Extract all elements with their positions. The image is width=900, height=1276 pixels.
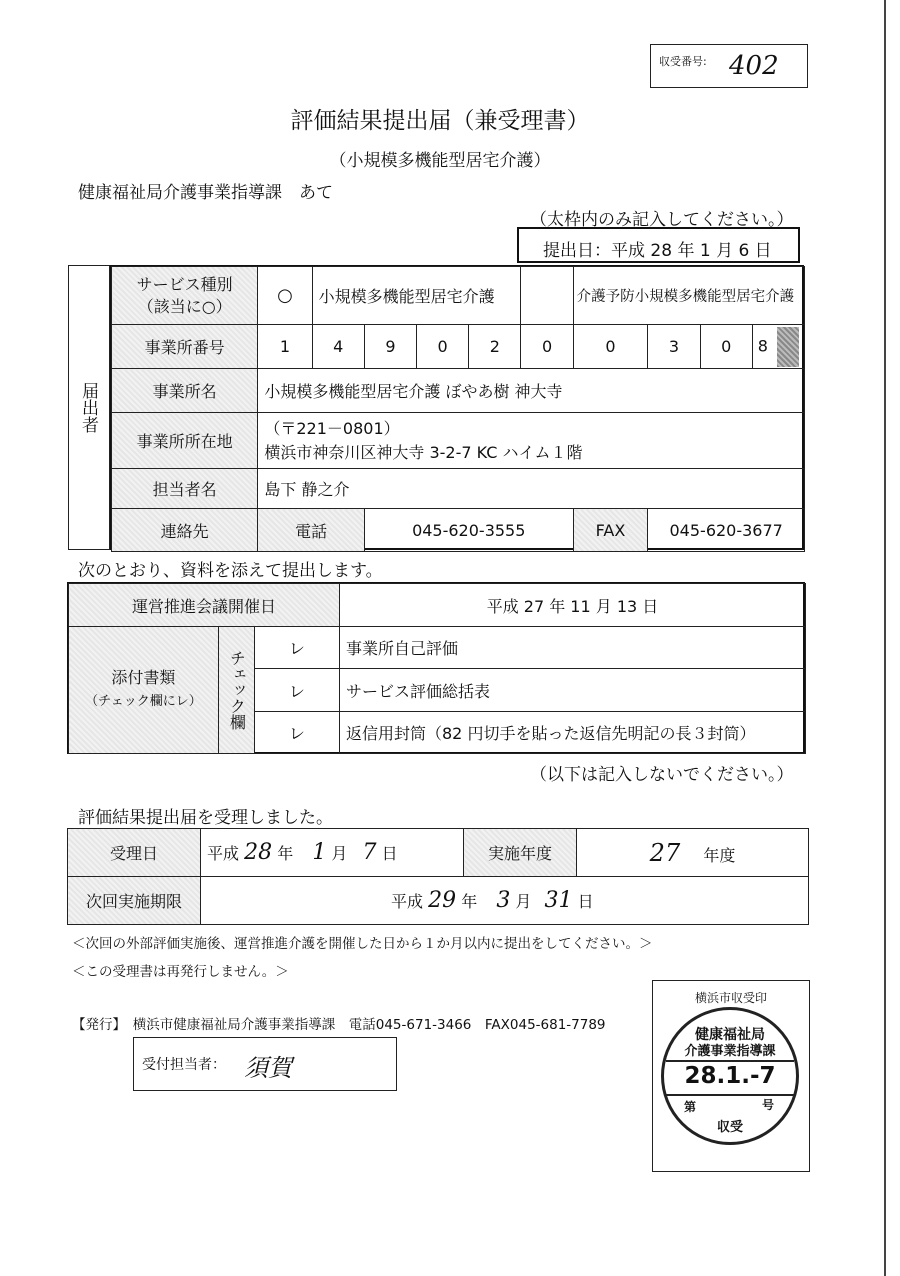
issuer-info: 【発行】 横浜市健康福祉局介護事業指導課 電話045-671-3466 FAX045-681-7789: [72, 1017, 606, 1033]
accepted-text: 評価結果提出届を受理しました。: [78, 808, 333, 828]
person-label: 担当者名: [112, 469, 258, 509]
attachment-check: レ: [254, 712, 339, 754]
service-option-2: 介護予防小規模多機能型居宅介護: [573, 267, 804, 325]
stamp-date: 28.1.-7: [684, 1063, 776, 1089]
attachments-label: 添付書類: [111, 668, 176, 687]
receiver-name: 須賀: [244, 1054, 292, 1082]
acceptance-nen: 年: [277, 844, 294, 863]
receipt-stamp: [661, 1007, 799, 1145]
acceptance-date: [201, 829, 464, 877]
addressee: 健康福祉局介護事業指導課 あて: [78, 183, 333, 203]
page-title: 評価結果提出届（兼受理書）: [290, 108, 590, 134]
tel-value: 045-620-3555: [364, 509, 573, 552]
address-cell: [258, 413, 805, 469]
check-column-label: チェック欄: [227, 650, 247, 730]
receipt-stamp-box: [652, 980, 810, 1172]
documents-intro: 次のとおり、資料を添えて提出します。: [78, 561, 383, 581]
service-type-label: サービス種別 （該当に○）: [112, 267, 258, 325]
office-name-label: 事業所名: [112, 369, 258, 413]
office-no-digit: 0: [521, 325, 573, 369]
office-no-digit-value: 8: [757, 336, 768, 355]
check-digit-shade: [777, 327, 799, 367]
office-no-digit: [752, 325, 804, 369]
stamp-divider-bottom: [666, 1094, 794, 1096]
acceptance-year: 28: [244, 840, 273, 865]
fiscal-year-value: 27: [649, 838, 681, 867]
stamp-line-2: 介護事業指導課: [684, 1044, 776, 1059]
person-name: 島下 静之介: [258, 469, 805, 509]
fiscal-year: [577, 829, 809, 877]
footnote-reissue: ＜この受理書は再発行しません。＞: [72, 964, 289, 980]
attachment-item: サービス評価総括表: [340, 669, 806, 712]
next-deadline: [201, 877, 809, 925]
check-column-label-cell: [218, 627, 254, 754]
contact-label: 連絡先: [112, 509, 258, 552]
acceptance-tsuki: 月: [331, 844, 348, 863]
service-option-1: 小規模多機能型居宅介護: [312, 267, 521, 325]
service-mark-2: [521, 267, 573, 325]
submit-date-box: [517, 227, 800, 263]
fax-label: FAX: [573, 509, 648, 552]
office-no-digit: 2: [469, 325, 521, 369]
attachment-check: レ: [254, 669, 339, 712]
stamp-divider-top: [666, 1060, 794, 1062]
acceptance-day: 7: [362, 840, 377, 865]
receipt-number-box: [650, 44, 808, 88]
next-nen: 年: [461, 892, 478, 911]
acceptance-era: 平成: [207, 844, 240, 863]
receiver-box: [133, 1037, 397, 1091]
postal-code: （〒221－0801）: [264, 418, 400, 438]
attachments-sublabel: （チェック欄にレ）: [85, 694, 202, 709]
acceptance-date-label: 受理日: [68, 829, 201, 877]
applicant-grid: [111, 266, 805, 552]
service-mark-1: ○: [258, 267, 312, 325]
acceptance-hi: 日: [381, 844, 398, 863]
office-no-digit: 0: [573, 325, 648, 369]
office-no-digit: 1: [258, 325, 312, 369]
stamp-dai: 第: [684, 1100, 697, 1114]
next-deadline-label: 次回実施期限: [68, 877, 201, 925]
attachment-check: レ: [254, 627, 339, 669]
fiscal-year-label: 実施年度: [464, 829, 577, 877]
next-tsuki: 月: [515, 892, 532, 911]
office-use-note: （以下は記入しないでください。）: [530, 765, 794, 785]
meeting-date: 平成 27 年 11 月 13 日: [340, 584, 806, 627]
stamp-line-1: 健康福祉局: [695, 1027, 765, 1043]
office-no-digit: 0: [417, 325, 469, 369]
attachments-label-cell: [69, 627, 219, 754]
meeting-label: 運営推進会議開催日: [69, 584, 340, 627]
stamp-shuju: 収受: [716, 1120, 743, 1135]
fiscal-year-unit: 年度: [703, 845, 736, 865]
footnote-deadline: ＜次回の外部評価実施後、運営推進介護を開催した日から１か月以内に提出をしてください。＞: [72, 936, 653, 952]
office-no-digit: 3: [648, 325, 700, 369]
next-year: 29: [428, 888, 457, 913]
office-name: 小規模多機能型居宅介護 ぼやあ樹 神大寺: [258, 369, 805, 413]
tel-label: 電話: [258, 509, 364, 552]
next-day: 31: [544, 888, 573, 913]
fax-value: 045-620-3677: [648, 509, 805, 552]
applicant-side-label-cell: [68, 265, 110, 550]
address: 横浜市神奈川区神大寺 3-2-7 KC ハイム１階: [264, 442, 583, 462]
stamp-go: 号: [762, 1098, 775, 1112]
receipt-number-value: 402: [729, 51, 779, 81]
attachment-item: 返信用封筒（82 円切手を貼った返信先明記の長３封筒）: [340, 712, 806, 754]
applicant-table: [110, 265, 804, 550]
receiver-label: 受付担当者：: [142, 1057, 226, 1073]
next-month: 3: [496, 888, 511, 913]
stamp-box-label: 横浜市収受印: [694, 991, 767, 1005]
receipt-number-label: 収受番号:: [659, 55, 707, 68]
attachments-grid: [68, 583, 806, 754]
fill-note: （太枠内のみ記入してください。）: [530, 210, 794, 230]
office-no-digit: 9: [364, 325, 416, 369]
address-label: 事業所所在地: [112, 413, 258, 469]
office-no-label: 事業所番号: [112, 325, 258, 369]
acceptance-month: 1: [312, 840, 327, 865]
acceptance-table: [67, 828, 809, 925]
applicant-side-label: 届出者: [78, 382, 98, 433]
page-subtitle: （小規模多機能型居宅介護）: [329, 151, 551, 171]
office-no-digit: 4: [312, 325, 364, 369]
attachment-item: 事業所自己評価: [340, 627, 806, 669]
right-edge-line: [884, 0, 886, 1276]
submit-date: 提出日：平成 28 年 1 月 6 日: [543, 241, 772, 261]
office-no-digit: 0: [700, 325, 752, 369]
next-era: 平成: [391, 892, 424, 911]
attachments-table: [67, 582, 805, 754]
next-hi: 日: [577, 892, 594, 911]
